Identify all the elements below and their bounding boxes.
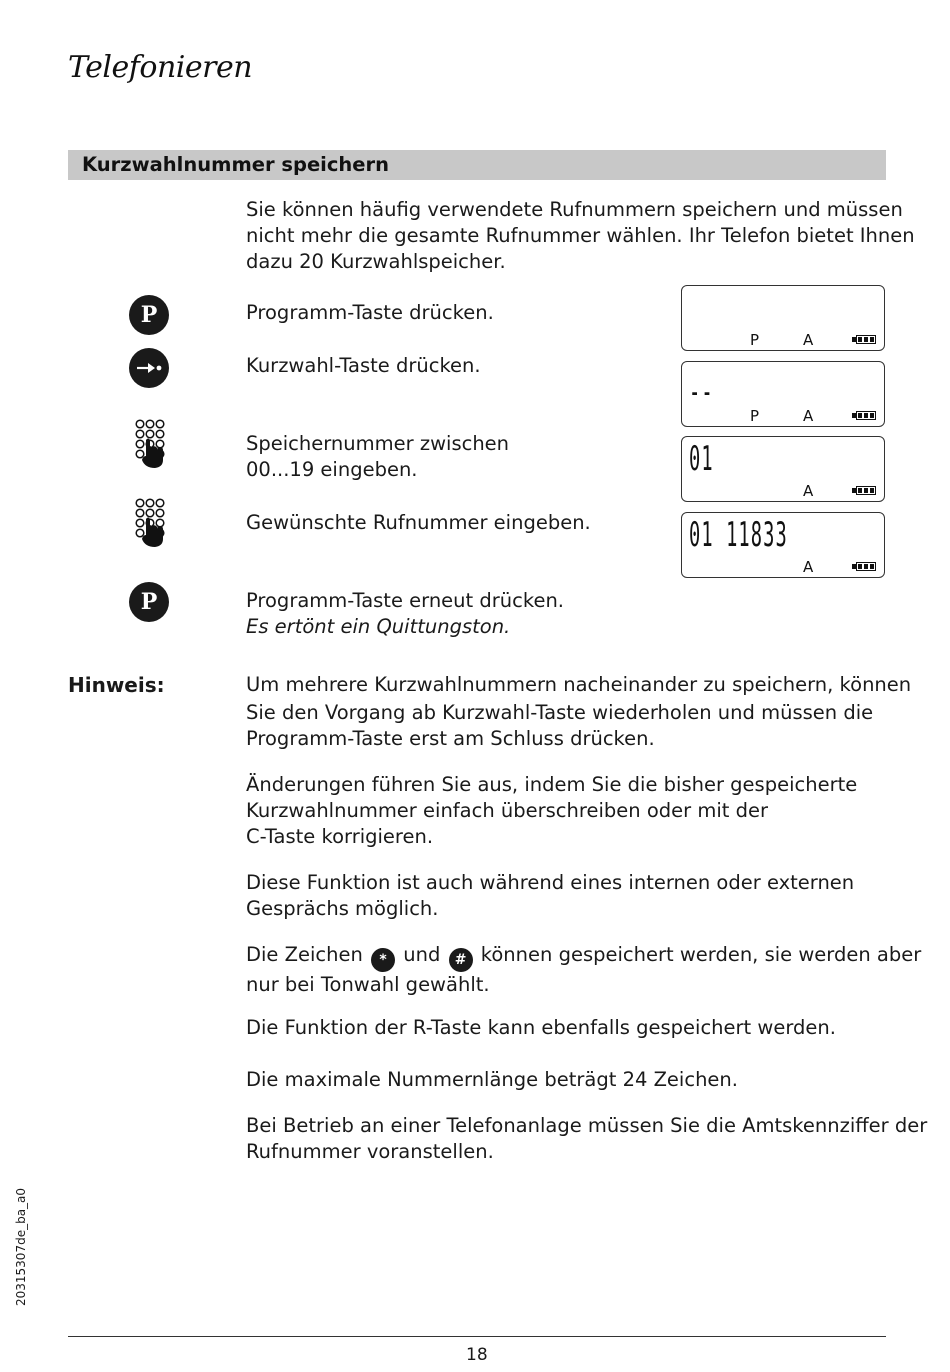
intro-line: nicht mehr die gesamte Rufnummer wählen. Ihr Telefon bietet Ihnen — [246, 224, 915, 247]
lcd-display — [681, 512, 885, 578]
note-line: C-Taste korrigieren. — [246, 825, 434, 848]
lcd-display — [681, 285, 885, 351]
battery-icon — [856, 335, 876, 344]
note-line: Diese Funktion ist auch während eines internen oder externen — [246, 871, 855, 894]
keypad-hand-icon — [133, 418, 169, 472]
keypad-hand-icon — [133, 497, 169, 551]
step-text — [246, 588, 564, 640]
battery-icon — [856, 411, 876, 420]
lcd-indicator: P — [750, 331, 760, 349]
document-code: 20315307de_ba_a0 — [14, 1187, 28, 1306]
p-key-icon — [129, 295, 169, 335]
note-label: Hinweis: — [68, 673, 165, 697]
note-paragraph-symbols — [246, 942, 921, 998]
lcd-digits: 01 11833 — [689, 515, 788, 555]
note-paragraph: Die maximale Nummernlänge beträgt 24 Zeichen. — [246, 1068, 738, 1091]
lcd-indicator: A — [803, 482, 814, 500]
note-paragraph — [246, 1113, 927, 1165]
chapter-title: Telefonieren — [68, 50, 253, 85]
speed-dial-key-icon — [129, 348, 169, 388]
step-text: Programm-Taste drücken. — [246, 301, 494, 324]
battery-icon — [856, 562, 876, 571]
lcd-display — [681, 361, 885, 427]
lcd-digits: -- — [689, 372, 714, 412]
page-number: 18 — [466, 1345, 488, 1365]
note-text: und — [403, 943, 441, 966]
intro-paragraph — [246, 197, 915, 275]
lcd-digits: 01 — [689, 439, 714, 479]
lcd-indicator: A — [803, 407, 814, 425]
note-paragraph: Die Funktion der R-Taste kann ebenfalls gespeichert werden. — [246, 1016, 836, 1039]
lcd-indicator: A — [803, 331, 814, 349]
step-confirmation-line: Es ertönt ein Quittungston. — [246, 615, 511, 638]
note-line: Sie den Vorgang ab Kurzwahl-Taste wiederholen und müssen die — [246, 701, 874, 724]
note-line: Änderungen führen Sie aus, indem Sie die bisher gespeicherte — [246, 773, 858, 796]
intro-line: Sie können häufig verwendete Rufnummern speichern und müssen — [246, 198, 903, 221]
intro-line: dazu 20 Kurzwahlspeicher. — [246, 250, 506, 273]
battery-icon — [856, 486, 876, 495]
note-line: nur bei Tonwahl gewählt. — [246, 973, 490, 996]
step-line: Speichernummer zwischen — [246, 432, 510, 455]
section-title: Kurzwahlnummer speichern — [82, 153, 390, 176]
note-line: Gesprächs möglich. — [246, 897, 439, 920]
section-heading-bar — [68, 150, 886, 180]
hash-key-icon: # — [449, 948, 473, 972]
note-paragraph — [246, 672, 911, 752]
lcd-indicator: P — [750, 407, 760, 425]
p-key-label: P — [140, 589, 158, 615]
note-line: Rufnummer voranstellen. — [246, 1140, 494, 1163]
step-text — [246, 431, 509, 483]
note-line: Um mehrere Kurzwahlnummern nacheinander zu speichern, können — [246, 673, 912, 696]
p-key-icon — [129, 582, 169, 622]
lcd-indicator: A — [803, 558, 814, 576]
note-paragraph — [246, 870, 854, 922]
star-key-icon: * — [371, 948, 395, 972]
step-text: Gewünschte Rufnummer eingeben. — [246, 511, 591, 534]
step-line: 00...19 eingeben. — [246, 458, 418, 481]
note-text: Die Zeichen — [246, 943, 363, 966]
step-line: Programm-Taste erneut drücken. — [246, 589, 565, 612]
footer-divider — [68, 1336, 886, 1337]
step-text: Kurzwahl-Taste drücken. — [246, 354, 481, 377]
note-line: Bei Betrieb an einer Telefonanlage müssen Sie die Amtskennziffer der — [246, 1114, 928, 1137]
note-line: Kurzwahlnummer einfach überschreiben oder mit der — [246, 799, 768, 822]
p-key-label: P — [140, 302, 158, 328]
note-paragraph — [246, 772, 857, 850]
note-text: können gespeichert werden, sie werden aber — [480, 943, 922, 966]
lcd-display — [681, 436, 885, 502]
note-line: Programm-Taste erst am Schluss drücken. — [246, 727, 655, 750]
